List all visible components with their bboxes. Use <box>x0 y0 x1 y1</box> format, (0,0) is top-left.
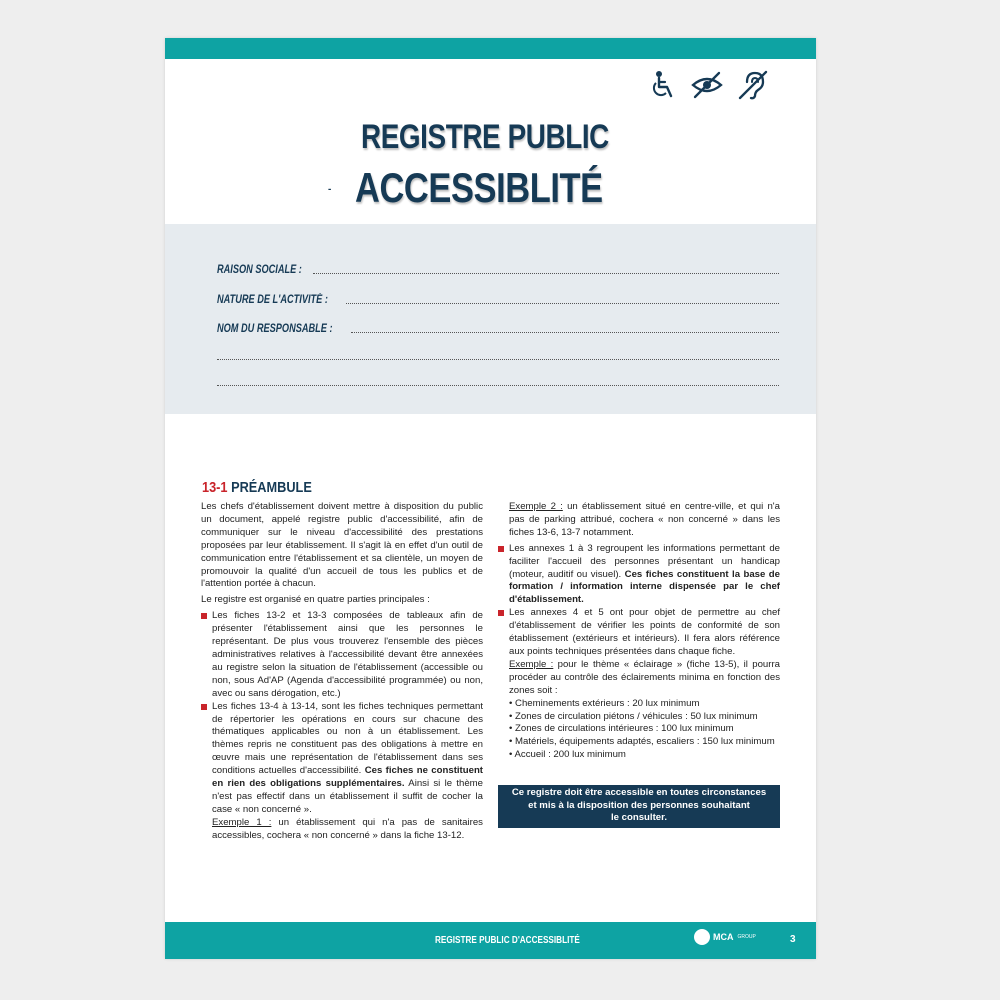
footer-band <box>165 922 816 959</box>
example3-text: pour le thème « éclairage » (fiche 13-5), il pourra procéder au contrôle des éclairements minima en fonction des zones soit : <box>509 658 780 696</box>
title-line-1: REGISTRE PUBLIC <box>361 118 609 156</box>
eye-slash-icon <box>691 70 723 100</box>
example2 <box>498 501 780 540</box>
document-page <box>165 38 816 959</box>
example2-label: Exemple 2 : <box>509 501 563 512</box>
list-item <box>498 543 780 608</box>
extra-line-1[interactable] <box>217 358 779 360</box>
list-item <box>201 610 483 700</box>
top-band <box>165 38 816 59</box>
bullet3-text: Les annexes 1 à 3 regroupent les informations permettant de faciliter l'accueil des personnes présentant un handicap (moteur, auditif ou visuel). <box>509 542 780 580</box>
responsable-field[interactable] <box>217 321 779 335</box>
responsable-line[interactable] <box>351 331 779 333</box>
logo-text: MCA <box>713 932 734 942</box>
intro-paragraph: Les chefs d'établissement doivent mettre à disposition du public un document, appelé registre public d'accessibilité, afin de communiquer sur le niveau d'accessibilité des prestations proposées par leur établissement. Il s'agit là en effet d'un outil de communication entre l'établissement et sa clientèle, un moyen de promouvoir la qualité d'un accueil de tous les publics et de l'attention portée à chacun. <box>201 501 483 590</box>
footer-title: REGISTRE PUBLIC D'ACCESSIBLITÉ <box>435 934 580 946</box>
lux-item: • Zones de circulations intérieures : 100 lux minimum <box>509 723 734 735</box>
responsable-label: NOM DU RESPONSABLE : <box>217 323 333 335</box>
page-number: 3 <box>790 934 796 945</box>
right-column <box>498 501 780 762</box>
callout-line-3: le consulter. <box>611 812 667 823</box>
nature-activite-label: NATURE DE L'ACTIVITÉ : <box>217 294 328 306</box>
list-item <box>498 607 780 697</box>
title-mark: - <box>328 184 331 195</box>
logo-subtext: GROUP <box>737 934 756 940</box>
company-logo <box>694 929 756 945</box>
parts-paragraph: Le registre est organisé en quatre parties principales : <box>201 594 430 606</box>
logo-circle-icon <box>694 929 710 945</box>
example1-label: Exemple 1 : <box>212 816 272 828</box>
raison-sociale-field[interactable] <box>217 262 779 276</box>
accessibility-icons <box>649 70 769 100</box>
lux-list <box>498 698 780 763</box>
callout-line-1: Ce registre doit être accessible en toutes circonstances <box>511 787 767 798</box>
info-form-panel <box>165 224 816 414</box>
lux-item: • Accueil : 200 lux minimum <box>509 749 626 761</box>
nature-activite-field[interactable] <box>217 292 779 306</box>
title-line-2: ACCESSIBLITÉ <box>355 164 603 211</box>
left-column <box>201 501 483 843</box>
list-item <box>201 701 483 843</box>
example2-text: un établissement situé en centre-ville, et qui n'a pas de parking attribué, cochera « non concerné » dans les fiches 13-6, 13-7 notamment. <box>509 501 780 538</box>
wheelchair-icon <box>649 70 677 100</box>
bullet1-text: Les fiches 13-2 et 13-3 composées de tableaux afin de présenter l'établissement ainsi que les personnes le représentant. De plus vous trouverez l'ensemble des pièces administratives relatives à l'accessibilité devant être annexées au registre selon la situation de l'établissement (accessible ou non, sous Ad'AP (Agenda d'accessibilité programmée) ou non, avec ou sans dérogation, etc.) <box>212 610 483 699</box>
nature-activite-line[interactable] <box>346 302 779 304</box>
extra-line-2[interactable] <box>217 384 779 386</box>
callout-line-2: et mis à la disposition des personnes souhaitant <box>528 799 750 811</box>
bullet2-text-end: Ainsi si le thème n'est pas effectif dans un établissement il suffit de cocher la case « non concerné ». <box>212 778 483 815</box>
bullet2-text: Les fiches 13-4 à 13-14, sont les fiches techniques permettant de répertorier les opérations en cours sur chacune des thématiques applicables ou non à un établissement. Les thèmes repris ne constituent pas des obligations à mettre en œuvre mais une représentation de l'établissement dans ses conditions actuelles d'accessibilité. <box>212 700 483 777</box>
bullet3-bold: Ces fiches constituent la base de formation / information interne dispensée par le chef d'établissement. <box>509 568 780 606</box>
bullet4-text: Les annexes 4 et 5 ont pour objet de permettre au chef d'établissement de vérifier les points de conformité de son établissement (extérieurs et intérieurs). Il fera alors référence aux points techniques présentées dans chaque fiche. <box>509 607 780 657</box>
ear-slash-icon <box>737 70 769 100</box>
section-heading <box>202 479 312 496</box>
raison-sociale-line[interactable] <box>313 272 779 274</box>
section-number: 13-1 <box>202 479 228 496</box>
raison-sociale-label: RAISON SOCIALE : <box>217 264 302 276</box>
section-title-text: PRÉAMBULE <box>231 479 312 496</box>
lux-item: • Matériels, équipements adaptés, escaliers : 150 lux minimum <box>509 736 775 748</box>
example1-text: un établissement qui n'a pas de sanitaires accessibles, cochera « non concerné » dans la fiche 13-12. <box>212 816 483 841</box>
lux-item: • Cheminements extérieurs : 20 lux minimum <box>509 697 700 709</box>
lux-item: • Zones de circulation piétons / véhicules : 50 lux minimum <box>509 710 758 722</box>
bullet2-bold: Ces fiches ne constituent en rien des obligations supplémentaires. <box>212 765 483 790</box>
example3-label: Exemple : <box>509 658 554 670</box>
callout-box <box>498 785 780 828</box>
